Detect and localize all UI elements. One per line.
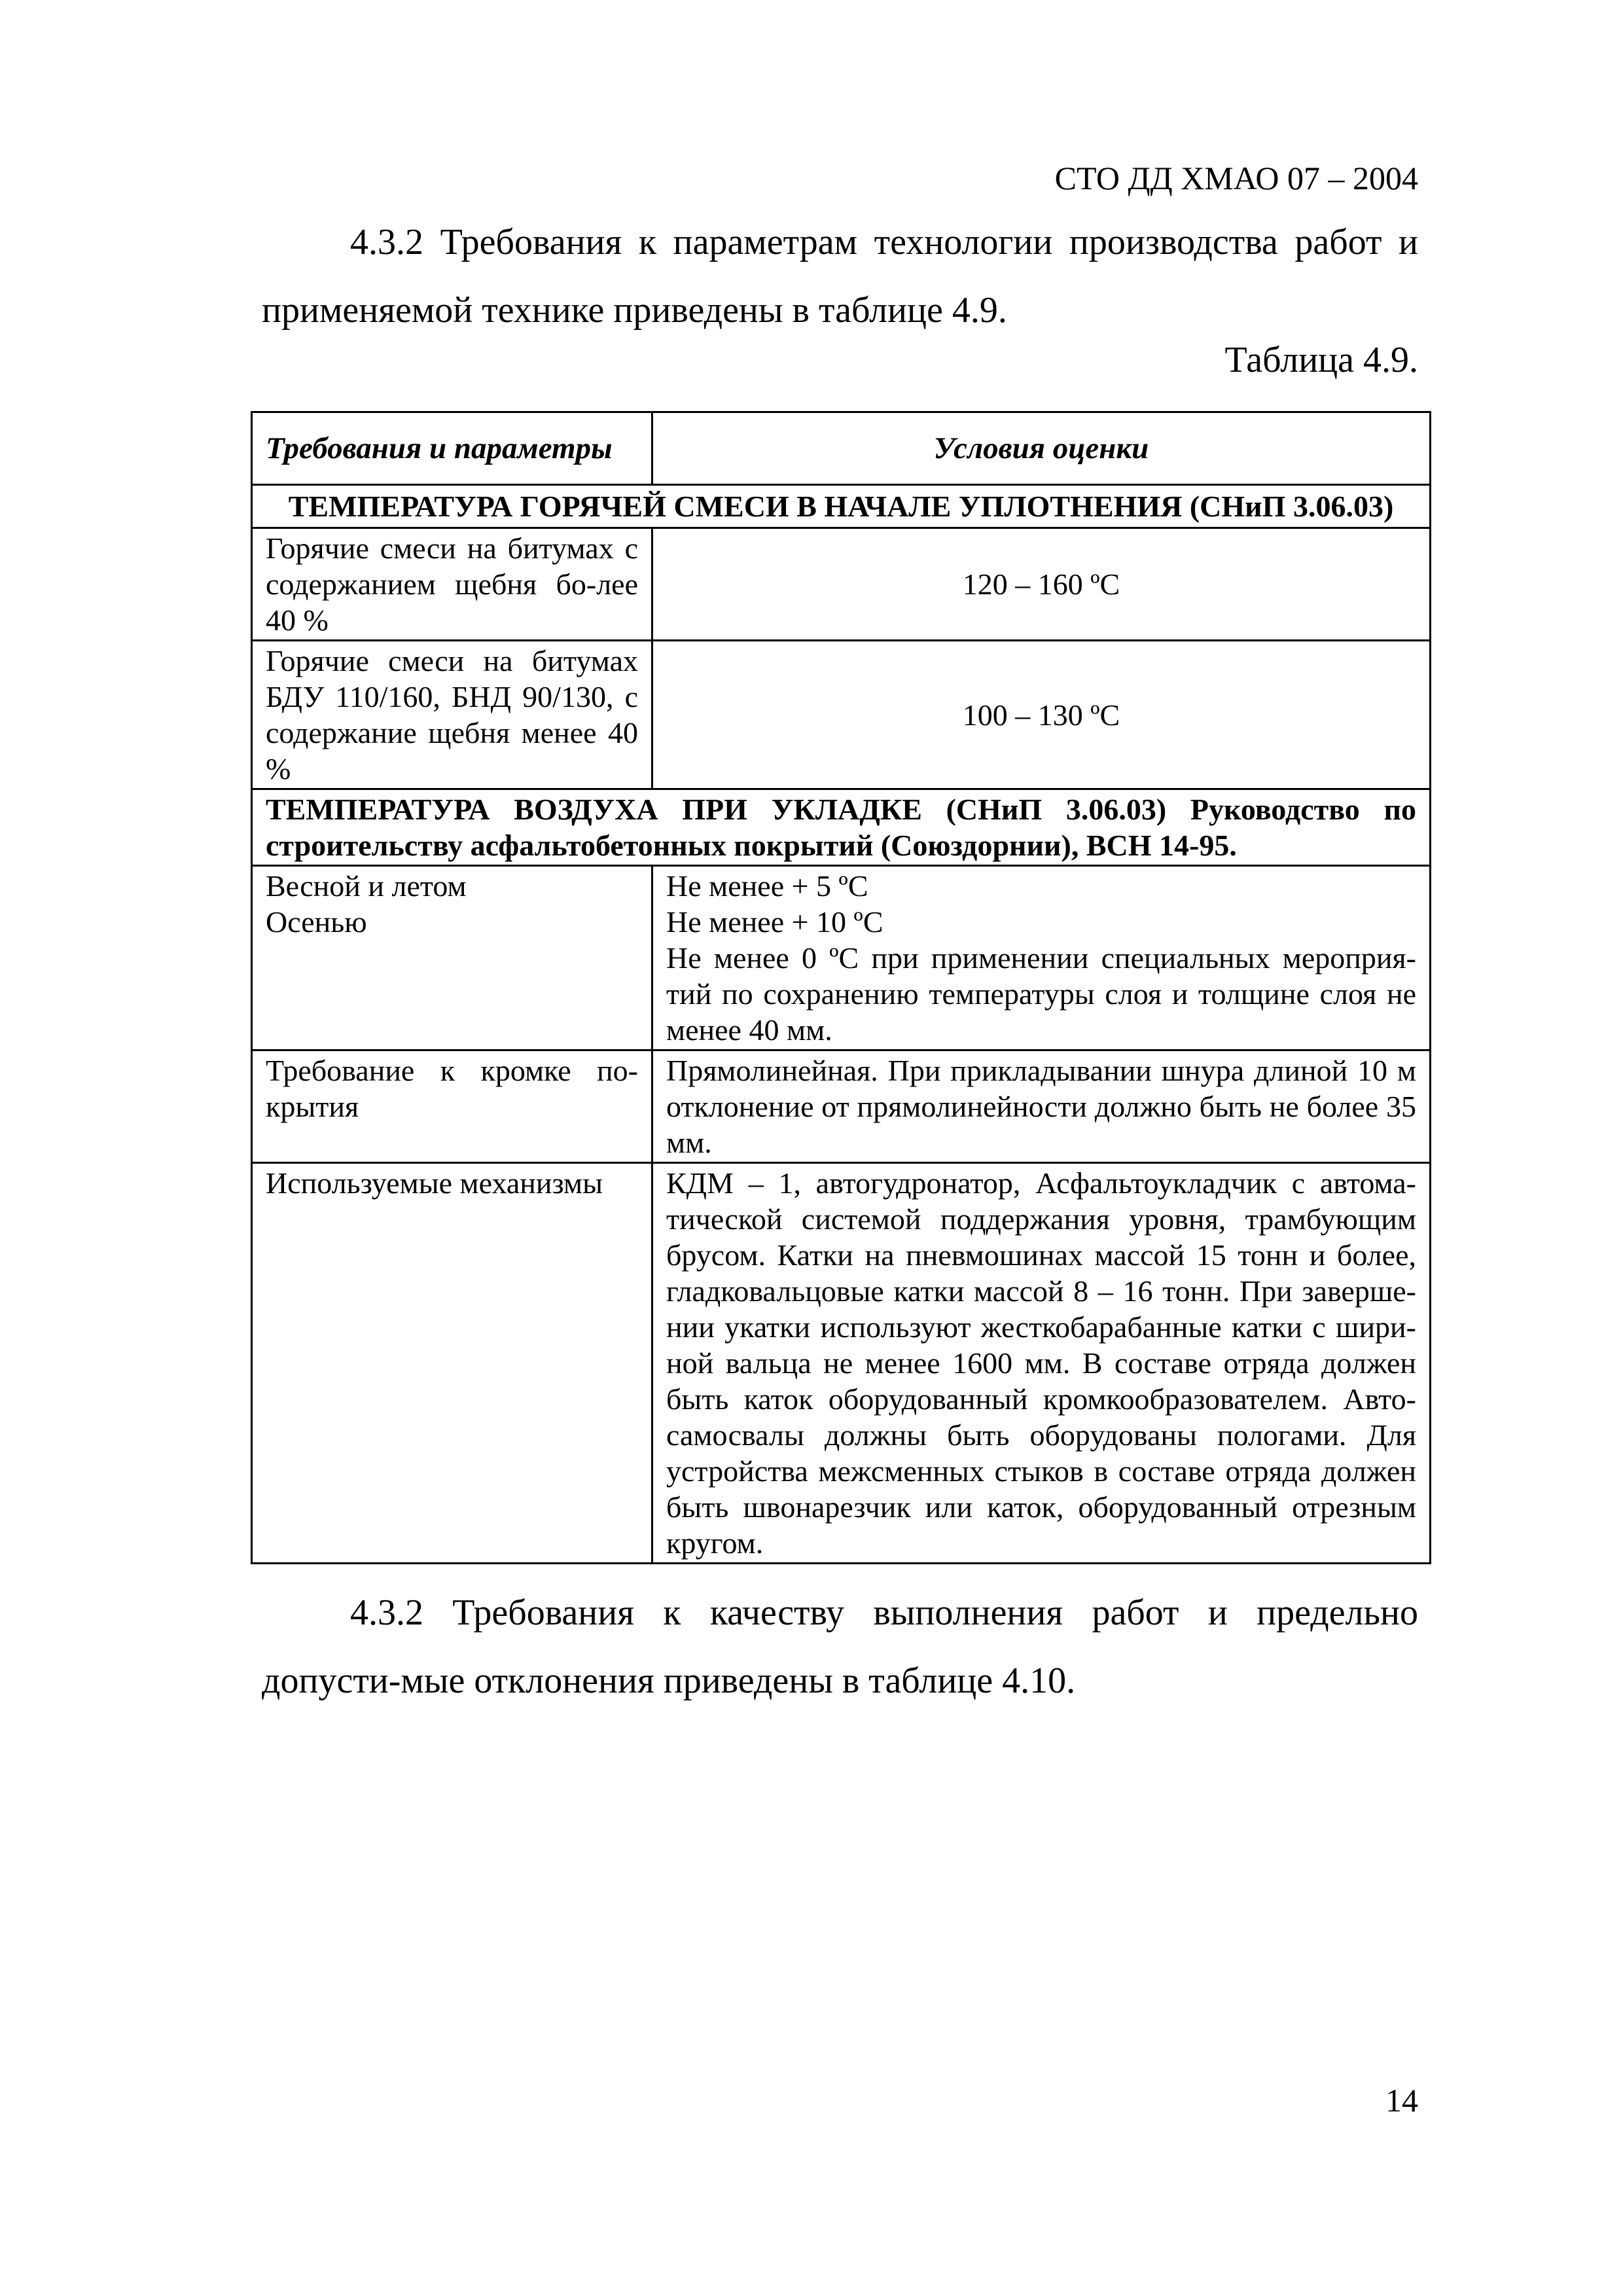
outro-paragraph [262, 1579, 1418, 1715]
table-row [252, 1163, 1431, 1564]
value-line: Не менее + 5 ºС [666, 869, 868, 903]
section-title: ТЕМПЕРАТУРА ГОРЯЧЕЙ СМЕСИ В НАЧАЛЕ УПЛОТНЕНИЯ (СНиП 3.06.03) [252, 485, 1431, 528]
column-header-params: Требования и параметры [252, 412, 652, 485]
value-cell: КДМ – 1, автогудронатор, Асфальтоукладчик с автома-тической системой поддержания уровня, трамбующим брусом. Катки на пневмошинах массой 15 тонн и более, гладковальцовые катки массой 8 – 16 тонн. При заверше-нии укатки используют жесткобарабанные катки с шири-ной вальца не менее 1600 мм. В составе отряда должен быть каток оборудованный кромкообразователем. Авто-самосвалы должны быть оборудованы пологами. Для устройства межсменных стыков в составе отряда должен быть швонарезчик или каток, оборудованный отрезным кругом. [652, 1163, 1431, 1564]
document-code: СТО ДД ХМАО 07 – 2004 [1054, 160, 1418, 196]
param-line: Осенью [266, 905, 367, 939]
section-title: ТЕМПЕРАТУРА ВОЗДУХА ПРИ УКЛАДКЕ (СНиП 3.06.03) Руководство по строительству асфальтобетонных покрытий (Союздорнии), ВСН 14-95. [252, 789, 1431, 866]
param-cell: Горячие смеси на битумах БДУ 110/160, БНД 90/130, с содержание щебня менее 40 % [252, 641, 652, 789]
intro-text: 4.3.2 Требования к параметрам технологии производства работ и применяемой технике приведены в таблице 4.9. [262, 222, 1418, 331]
section-row-mix-temperature [252, 485, 1431, 528]
value-cell: 120 – 160 ºС [652, 528, 1431, 641]
column-header-conditions: Условия оценки [652, 412, 1431, 485]
intro-paragraph [262, 208, 1418, 344]
param-cell: Используемые механизмы [252, 1163, 652, 1564]
table-row [252, 866, 1431, 1050]
table-caption: Таблица 4.9. [1224, 340, 1418, 380]
outro-text: 4.3.2 Требования к качеству выполнения работ и предельно допусти-мые отклонения приведены в таблице 4.10. [262, 1592, 1418, 1701]
value-line: Не менее + 10 ºС [666, 905, 883, 939]
value-line: Не менее 0 ºС при применении специальных мероприя-тий по сохранению температуры слоя и толщине слоя не менее 40 мм. [666, 941, 1416, 1047]
section-row-air-temperature [252, 789, 1431, 866]
page-number: 14 [1385, 2082, 1418, 2119]
value-cell: Прямолинейная. При прикладывании шнура длиной 10 м отклонение от прямолинейности должно быть не более 35 мм. [652, 1050, 1431, 1163]
value-cell [652, 866, 1431, 1050]
requirements-table [251, 411, 1431, 1564]
table-row [252, 1050, 1431, 1163]
param-cell [252, 866, 652, 1050]
param-line: Весной и летом [266, 869, 467, 903]
param-cell: Требование к кромке по-крытия [252, 1050, 652, 1163]
table-row [252, 528, 1431, 641]
value-cell: 100 – 130 ºС [652, 641, 1431, 789]
table-header-row [252, 412, 1431, 485]
param-cell: Горячие смеси на битумах с содержанием щебня бо-лее 40 % [252, 528, 652, 641]
table-row [252, 641, 1431, 789]
